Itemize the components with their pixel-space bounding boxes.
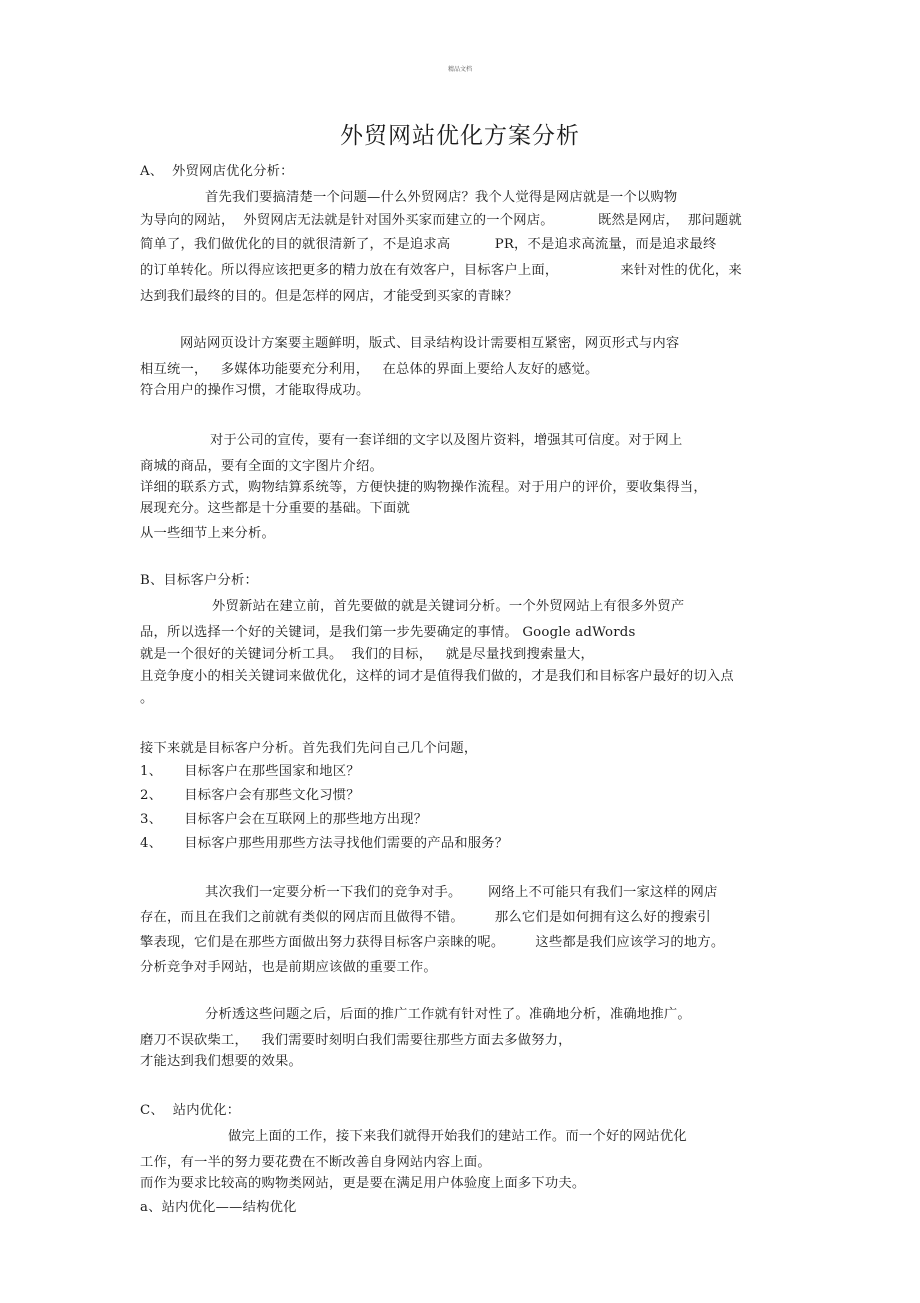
section-heading-c: C、 站内优化： [140,1103,241,1118]
paragraph-line: 详细的联系方式，购物结算系统等，方便快捷的购物操作流程。对于用户的评价，要收集得当， [140,480,707,495]
paragraph-line: 展现充分。这些都是十分重要的基础。下面就 [140,501,410,516]
paragraph-line: 分析透这些问题之后，后面的推广工作就有针对性了。准确地分析，准确地推广。 [205,1007,691,1022]
document-title: 外贸网站优化方案分析 [340,123,580,149]
page-header: 精品文档 [447,66,472,73]
paragraph-line: 达到我们最终的目的。但是怎样的网店，才能受到买家的青睐？ [140,289,518,304]
subsection-heading: a、站内优化——结构优化 [140,1200,297,1215]
paragraph-line: 简单了，我们做优化的目的就很清新了，不是追求高 PR，不是追求高流量，而是追求最终 [140,237,717,252]
paragraph-line: 对于公司的宣传，要有一套详细的文字以及图片资料，增强其可信度。对于网上 [210,433,683,448]
paragraph-line: 才能达到我们想要的效果。 [140,1054,302,1069]
paragraph-line: 做完上面的工作，接下来我们就得开始我们的建站工作。而一个好的网站优化 [228,1129,687,1144]
paragraph-line: 擎表现，它们是在那些方面做出努力获得目标客户亲睐的呢。 这些都是我们应该学习的地方。 [140,935,725,950]
paragraph-line: 存在，而且在我们之前就有类似的网店而且做得不错。 那么它们是如何拥有这么好的搜索引 [140,910,711,925]
paragraph-line: 而作为要求比较高的购物类网站，更是要在满足用户体验度上面多下功夫。 [140,1176,586,1191]
list-item: 3、 目标客户会在互联网上的那些地方出现？ [140,812,428,827]
paragraph-line: 。 [140,691,154,706]
paragraph-line: 从一些细节上来分析。 [140,526,275,541]
list-item: 2、 目标客户会有那些文化习惯？ [140,788,360,803]
list-item: 4、 目标客户那些用那些方法寻找他们需要的产品和服务？ [140,836,509,851]
paragraph-line: 为导向的网站， 外贸网店无法就是针对国外买家而建立的一个网店。 既然是网店， 那问题就 [140,213,742,228]
paragraph-line: 商城的商品，要有全面的文字图片介绍。 [140,459,383,474]
paragraph-line: 接下来就是目标客户分析。首先我们先问自己几个问题， [140,741,478,756]
section-heading-b: B、目标客户分析： [140,573,258,588]
paragraph-line: 品，所以选择一个好的关键词，是我们第一步先要确定的事情。 Google adWords [140,625,636,640]
paragraph-line: 相互统一， 多媒体功能要充分利用， 在总体的界面上要给人友好的感觉。 [140,362,599,377]
paragraph-line: 其次我们一定要分析一下我们的竞争对手。 网络上不可能只有我们一家这样的网店 [205,885,718,900]
paragraph-line: 磨刀不误砍柴工， 我们需要时刻明白我们需要往那些方面去多做努力， [140,1033,572,1048]
paragraph-line: 的订单转化。所以得应该把更多的精力放在有效客户，目标客户上面， 来针对性的优化，来 [140,263,742,278]
paragraph-line: 外贸新站在建立前，首先要做的就是关键词分析。一个外贸网站上有很多外贸产 [212,599,685,614]
list-item: 1、 目标客户在那些国家和地区？ [140,764,360,779]
paragraph-line: 工作，有一半的努力要花费在不断改善自身网站内容上面。 [140,1155,491,1170]
paragraph-line: 符合用户的操作习惯，才能取得成功。 [140,383,370,398]
section-heading-a: A、 外贸网店优化分析： [140,164,294,179]
paragraph-line: 首先我们要搞清楚一个问题—什么外贸网店？我个人觉得是网店就是一个以购物 [205,190,678,205]
paragraph-line: 就是一个很好的关键词分析工具。 我们的目标， 就是尽量找到搜索量大， [140,647,595,662]
paragraph-line: 且竞争度小的相关关键词来做优化，这样的词才是值得我们做的，才是我们和目标客户最好的切入点 [140,669,734,684]
paragraph-line: 网站网页设计方案要主题鲜明，版式、目录结构设计需要相互紧密，网页形式与内容 [180,336,680,351]
paragraph-line: 分析竞争对手网站，也是前期应该做的重要工作。 [140,960,437,975]
